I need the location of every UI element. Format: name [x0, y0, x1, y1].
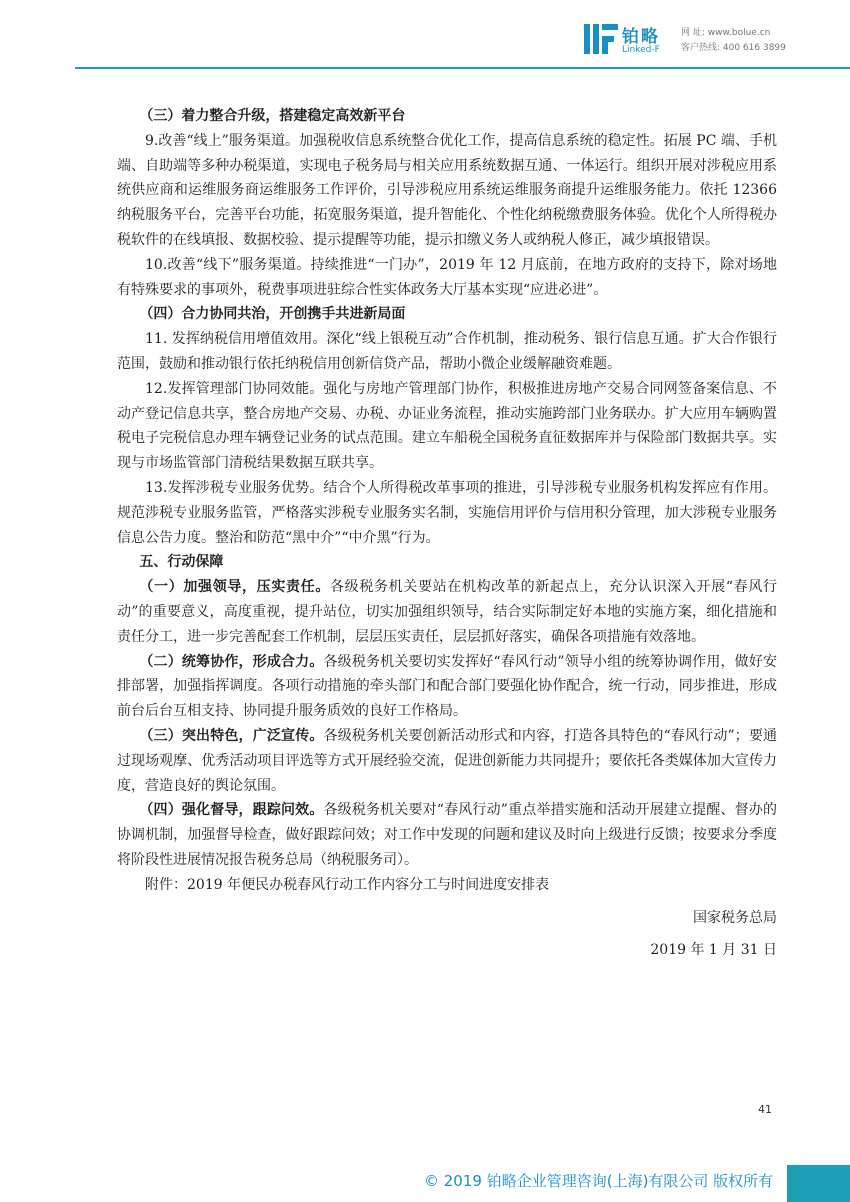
paragraph-9: 9.改善“线上”服务渠道。加强税收信息系统整合优化工作，提高信息系统的稳定性。拓展 PC 端、手机端、自助端等多种办税渠道，实现电子税务局与相关应用系统数据互通、一体运行。组织开展对涉税应用系统供应商和运维服务商运维服务工作评价，引导涉税应用系统运维服务商提升运维服务能力。依托 12366 纳税服务平台，完善平台功能，拓宽服务渠道，提升智能化、个性化纳税缴费服务体验。优化个人所得税办税软件的在线填报、数据校验、提示提醒等功能，提示扣缴义务人或纳税人修正，减少填报错误。 [117, 132, 777, 248]
guarantee-3 [117, 724, 777, 798]
issuer-name: 国家税务总局 [693, 909, 777, 926]
logo-subtitle: Linked-F [622, 45, 660, 55]
section-heading-5: 五、行动保障 [139, 554, 224, 571]
header-divider [75, 67, 850, 69]
footer-accent-block [787, 1165, 850, 1202]
contact-info [681, 26, 786, 56]
issue-date: 2019 年 1 月 31 日 [650, 942, 777, 959]
logo-name: 铂略 [622, 27, 660, 47]
guarantee-1-title: （一）加强领导，压实责任。 [139, 579, 330, 596]
section-heading-4: （四）合力协同共治，开创携手共进新局面 [139, 306, 406, 323]
website-text[interactable]: 网 址: www.bolue.cn [681, 28, 771, 38]
guarantee-1-text: 各级税务机关要站在机构改革的新起点上，充分认识深入开展“春风行动”的重要意义，高度重视，提升站位，切实加强组织领导，结合实际制定好本地的实施方案，细化措施和责任分工，进一步完善配套工作机制，层层压实责任，层层抓好落实，确保各项措施有效落地。 [117, 579, 778, 645]
guarantee-2 [117, 650, 777, 724]
paragraph-13: 13.发挥涉税专业服务优势。结合个人所得税改革事项的推进，引导涉税专业服务机构发挥应有作用。规范涉税专业服务监管，严格落实涉税专业服务实名制，实施信用评价与信用积分管理，加大涉税专业服务信息公告力度。整治和防范“黑中介”“中介黑”行为。 [117, 479, 777, 546]
document-body [117, 104, 777, 963]
guarantee-1 [117, 575, 777, 649]
section-heading-3: （三）着力整合升级，搭建稳定高效新平台 [139, 108, 406, 124]
footer-copyright: © 2019 铂略企业管理咨询(上海)有限公司 版权所有 [424, 1172, 774, 1190]
page-number: 41 [758, 1103, 772, 1116]
hotline-text: 客户热线: 400 616 3899 [681, 43, 786, 53]
attachment-note: 附件：2019 年便民办税春风行动工作内容分工与时间进度安排表 [145, 876, 550, 893]
paragraph-10: 10.改善“线下”服务渠道。持续推进“一门办”，2019 年 12 月底前，在地方政府的支持下，除对场地有特殊要求的事项外，税费事项进驻综合性实体政务大厅基本实现“应进必进”。 [117, 256, 777, 298]
paragraph-12: 12.发挥管理部门协同效能。强化与房地产管理部门协作，积极推进房地产交易合同网签备案信息、不动产登记信息共享，整合房地产交易、办税、办证业务流程，推动实施跨部门业务联办。扩大应用车辆购置税电子完税信息办理车辆登记业务的试点范围。建立车船税全国税务直征数据库并与保险部门数据共享。实现与市场监管部门清税结果数据互联共享。 [117, 380, 777, 472]
guarantee-4-title: （四）强化督导，跟踪问效。 [139, 802, 324, 819]
paragraph-11: 11. 发挥纳税信用增值效用。深化“线上银税互动”合作机制，推动税务、银行信息互通。扩大合作银行范围，鼓励和推动银行依托纳税信用创新信贷产品，帮助小微企业缓解融资难题。 [117, 331, 777, 372]
page-header [0, 0, 850, 70]
guarantee-3-title: （三）突出特色，广泛宣传。 [139, 727, 324, 744]
linked-f-logo-icon [584, 24, 618, 54]
guarantee-2-title: （二）统筹协作，形成合力。 [139, 653, 324, 670]
guarantee-4 [117, 798, 777, 872]
guarantee-3-text: 各级税务机关要创新活动形式和内容，打造各具特色的“春风行动”；要通过现场观摩、优秀活动项目评选等方式开展经验交流，促进创新能力共同提升；要依托各类媒体加大宣传力度，营造良好的舆论氛围。 [117, 727, 777, 794]
guarantee-4-text: 各级税务机关要对“春风行动”重点举措实施和活动开展建立提醒、督办的协调机制，加强督导检查，做好跟踪问效；对工作中发现的问题和建议及时向上级进行反馈；按要求分季度将阶段性进展情况报告税务总局（纳税服务司）。 [117, 802, 777, 868]
guarantee-2-text: 各级税务机关要切实发挥好“春风行动”领导小组的统筹协调作用，做好安排部署，加强指挥调度。各项行动措施的牵头部门和配合部门要强化协作配合，统一行动，同步推进，形成前台后台互相支持、协同提升服务质效的良好工作格局。 [117, 653, 777, 720]
